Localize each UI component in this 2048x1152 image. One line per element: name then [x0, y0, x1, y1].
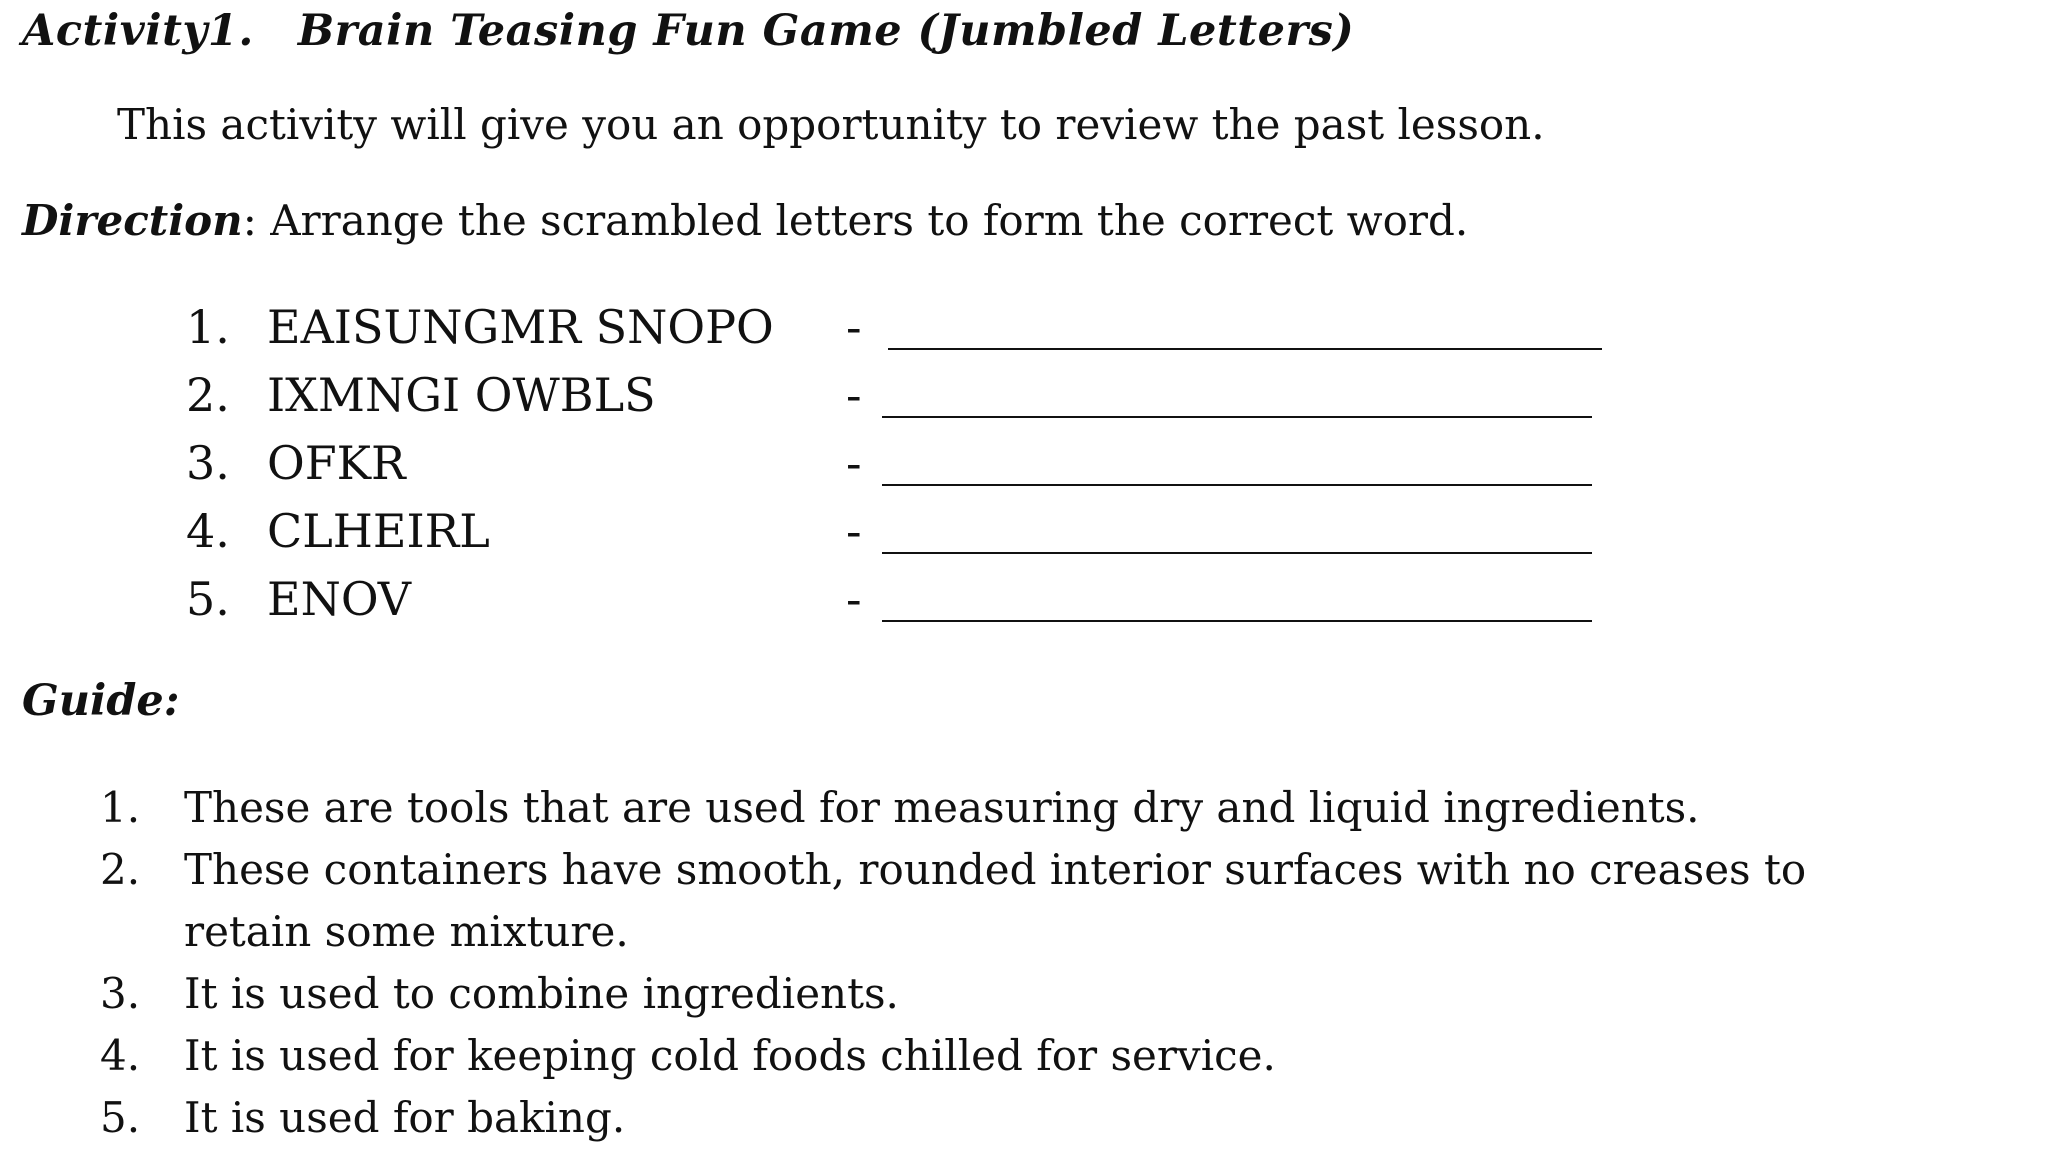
guide-item-number: 5. — [100, 1093, 141, 1142]
guide-item — [100, 963, 2048, 1025]
guide-item-text: It is used to combine ingredients. — [184, 969, 899, 1018]
jumbled-item — [186, 300, 1626, 368]
guide-item — [100, 839, 2048, 963]
activity-name: Brain Teasing Fun Game (Jumbled Letters) — [297, 6, 1355, 56]
answer-blank[interactable] — [882, 516, 1592, 554]
scrambled-word: EAISUNGMR SNOPO — [267, 300, 774, 354]
guide-item-text: It is used for keeping cold foods chilled for service. — [184, 1031, 1276, 1080]
jumbled-word-list — [186, 300, 1626, 640]
scrambled-word: IXMNGI OWBLS — [267, 368, 656, 422]
guide-item-text: These containers have smooth, rounded interior surfaces with no creases to — [184, 845, 1807, 894]
guide-item-number: 4. — [100, 1031, 141, 1080]
guide-item-number: 2. — [100, 845, 141, 894]
guide-item — [100, 1025, 2048, 1087]
activity-number: Activity1. — [22, 6, 254, 56]
item-number: 3. — [186, 436, 230, 490]
direction-line — [22, 196, 1468, 245]
direction-text: Arrange the scrambled letters to form the correct word. — [256, 196, 1469, 245]
guide-label: Guide: — [22, 676, 180, 726]
scrambled-word: ENOV — [267, 572, 411, 626]
item-number: 4. — [186, 504, 230, 558]
item-dash: - — [846, 572, 862, 626]
guide-item — [100, 777, 2048, 839]
guide-item-number: 3. — [100, 969, 141, 1018]
activity-title — [22, 6, 1354, 56]
guide-list — [100, 777, 2048, 1149]
answer-blank[interactable] — [882, 448, 1592, 486]
jumbled-item — [186, 436, 1626, 504]
answer-blank[interactable] — [888, 312, 1602, 350]
jumbled-item — [186, 368, 1626, 436]
guide-item — [100, 1087, 2048, 1149]
direction-separator: : — [242, 196, 257, 245]
scrambled-word: OFKR — [267, 436, 406, 490]
jumbled-item — [186, 504, 1626, 572]
direction-label: Direction — [22, 196, 243, 245]
guide-item-number: 1. — [100, 783, 141, 832]
item-dash: - — [846, 504, 862, 558]
scrambled-word: CLHEIRL — [267, 504, 490, 558]
jumbled-item — [186, 572, 1626, 640]
answer-blank[interactable] — [882, 380, 1592, 418]
item-dash: - — [846, 368, 862, 422]
answer-blank[interactable] — [882, 584, 1592, 622]
item-number: 5. — [186, 572, 230, 626]
guide-item-text-continued: retain some mixture. — [184, 907, 629, 956]
item-number: 1. — [186, 300, 230, 354]
item-dash: - — [846, 300, 862, 354]
guide-item-text: These are tools that are used for measuring dry and liquid ingredients. — [184, 783, 1700, 832]
item-number: 2. — [186, 368, 230, 422]
item-dash: - — [846, 436, 862, 490]
guide-item-text: It is used for baking. — [184, 1093, 626, 1142]
intro-text: This activity will give you an opportunity to review the past lesson. — [117, 100, 1545, 149]
